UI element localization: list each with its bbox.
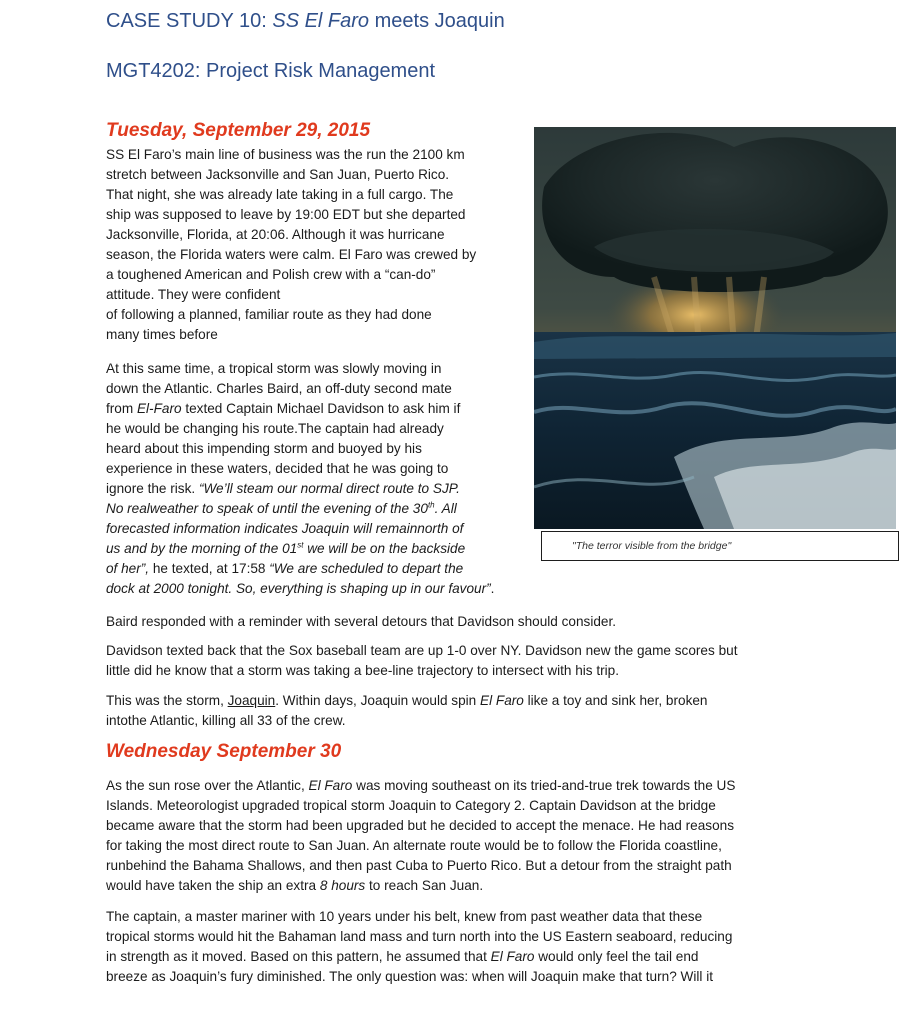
paragraph-captain-reasoning: The captain, a master mariner with 10 years under his belt, knew from past weather data that these tropical storms would hit the Bahaman land mass and turn north into the US Eastern seaboard, reducing in strength as it moved. Based on this pattern, he assumed that El Faro would only feel the tail end breeze as Joaquin’s fury diminished. The only question was: when will Joaquin make that turn? Will it	[106, 909, 733, 984]
paragraph-departure: SS El Faro’s main line of business was the run the 2100 km stretch between Jacksonville and San Juan, Puerto Rico. That night, she was already late taking in a full cargo. The ship was supposed to leave by 19:00 EDT but she departed Jacksonville, Florida, at 20:06. Although it was hurricane season, the Florida waters were calm. El Faro was crewed by a toughened American and Polish crew with a “can-do” attitude. They were confident of following a planned, familiar route as they had done many times before	[106, 147, 477, 342]
photo-caption: "The terror visible from the bridge"	[541, 531, 899, 561]
storm-illustration	[534, 127, 896, 529]
section-heading-wednesday: Wednesday September 30	[106, 741, 342, 762]
storm-photo	[534, 127, 896, 529]
paragraph-sunrise: As the sun rose over the Atlantic, El Faro was moving southeast on its tried-and-true trek towards the US Islands. Meteorologist upgraded tropical storm Joaquin to Category 2. Captain Davidson at the bridge became aware that the storm had been upgraded but he decided to accept the menace. He had reasons for taking the most direct route to San Juan. An alternate route would be to follow the Florida coastline, runbehind the Bahama Shallows, and then past Cuba to Puerto Rico. But a detour from the straight path would have taken the ship an extra 8 hours to reach San Juan.	[106, 778, 736, 893]
course-subtitle: MGT4202: Project Risk Management	[106, 60, 436, 82]
paragraph-joaquin: This was the storm, Joaquin. Within days, Joaquin would spin El Faro like a toy and sink her, broken intothe Atlantic, killing all 33 of the crew.	[106, 693, 708, 728]
paragraph-baird-response: Baird responded with a reminder with several detours that Davidson should consider.	[106, 614, 617, 629]
paragraph-storm-warning: At this same time, a tropical storm was slowly moving in down the Atlantic. Charles Baird, an off-duty second mate from El-Faro texted Captain Michael Davidson to ask him if he would be changing his route.The captain had already heard about this impending storm and buoyed by his experience in these waters, decided that he was going to ignore the risk. “We’ll steam our normal direct route to SJP. No realweather to speak of until the evening of the 30th. All forecasted information indicates Joaquin will remainnorth of us and by the morning of the 01st we will be on the backside of her”, he texted, at 17:58 “We are scheduled to depart the dock at 2000 tonight. So, everything is shaping up in our favour”.	[106, 361, 495, 596]
section-heading-tuesday: Tuesday, September 29, 2015	[106, 120, 371, 141]
case-study-title: CASE STUDY 10: SS El Faro meets Joaquin	[106, 10, 505, 32]
paragraph-sox-text: Davidson texted back that the Sox baseball team are up 1-0 over NY. Davidson new the game scores but little did he know that a storm was taking a bee-line trajectory to intersect with his trip.	[106, 643, 738, 678]
